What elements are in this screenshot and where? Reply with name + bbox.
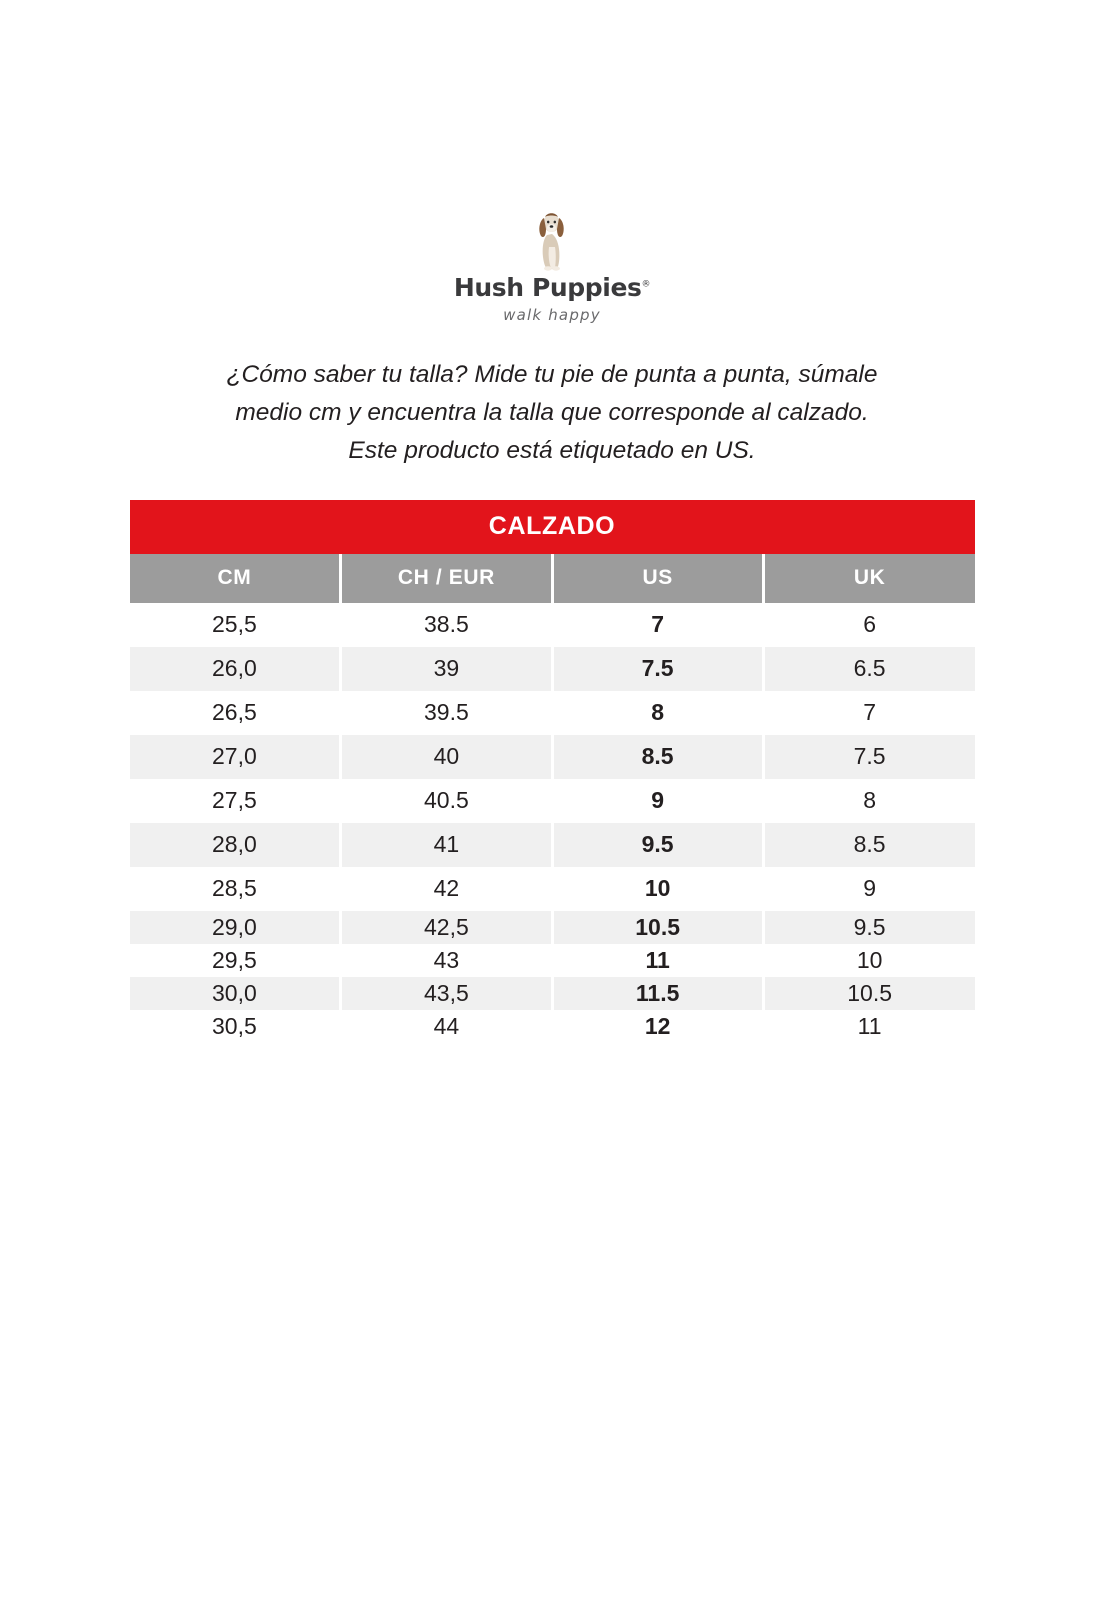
- table-row: [130, 1010, 975, 1043]
- brand-tagline: walk happy: [503, 306, 601, 324]
- cell-ch-eur: 44: [341, 1010, 552, 1043]
- cell-cm: 27,5: [130, 779, 341, 823]
- cell-us: 9: [552, 779, 763, 823]
- column-header-ch-eur: CH / EUR: [341, 554, 552, 603]
- cell-cm: 29,5: [130, 944, 341, 977]
- table-row: [130, 823, 975, 867]
- cell-us: 11: [552, 944, 763, 977]
- trademark-symbol: ®: [641, 279, 651, 290]
- cell-uk: 10.5: [763, 977, 974, 1010]
- cell-uk: 10: [856, 947, 883, 973]
- cell-ch-eur: 43,5: [341, 977, 552, 1010]
- cell-us: 7.5: [552, 647, 763, 691]
- cell-ch-eur: 41: [341, 823, 552, 867]
- brand-logo: [0, 0, 1104, 324]
- cell-us: 9.5: [552, 823, 763, 867]
- cell-us: 8.5: [552, 735, 763, 779]
- cell-ch-eur: 42,5: [341, 911, 552, 944]
- table-row: [130, 944, 975, 977]
- table-row: [130, 603, 975, 647]
- cell-uk: 7.5: [763, 735, 974, 779]
- table-row: [130, 735, 975, 779]
- column-header-uk: UK: [763, 554, 974, 603]
- cell-ch-eur: 40: [341, 735, 552, 779]
- basset-hound-dog-icon: [534, 205, 570, 271]
- cell-us: 10.5: [552, 911, 763, 944]
- cell-us: 7: [552, 603, 763, 647]
- cell-ch-eur: 40.5: [341, 779, 552, 823]
- table-header-row: [130, 554, 975, 603]
- cell-cm: 29,0: [130, 911, 341, 944]
- cell-uk: 8: [863, 787, 877, 813]
- cell-ch-eur: 42: [341, 867, 552, 911]
- cell-ch-eur: 38.5: [341, 603, 552, 647]
- cell-cm: 26,0: [130, 647, 341, 691]
- cell-us: 10: [552, 867, 763, 911]
- cell-uk: 7: [863, 699, 877, 725]
- table-row: [130, 691, 975, 735]
- cell-cm: 28,0: [130, 823, 341, 867]
- table-row: [130, 867, 975, 911]
- intro-line-2: medio cm y encuentra la talla que corresponde al calzado.: [235, 399, 869, 426]
- size-table: [130, 500, 975, 1043]
- table-row: [130, 647, 975, 691]
- size-table-wrapper: [130, 500, 975, 1043]
- cell-cm: 30,5: [130, 1010, 341, 1043]
- table-row: [130, 911, 975, 944]
- intro-line-1: ¿Cómo saber tu talla? Mide tu pie de punta a punta, súmale: [226, 361, 878, 388]
- table-row: [130, 779, 975, 823]
- cell-us: 8: [552, 691, 763, 735]
- cell-uk: 9: [863, 875, 877, 901]
- intro-paragraph: [152, 356, 952, 470]
- cell-ch-eur: 43: [341, 944, 552, 977]
- table-row: [130, 977, 975, 1010]
- cell-uk: 9.5: [763, 911, 974, 944]
- cell-cm: 25,5: [130, 603, 341, 647]
- cell-uk: 6: [863, 611, 877, 637]
- cell-ch-eur: 39: [341, 647, 552, 691]
- cell-cm: 26,5: [130, 691, 341, 735]
- intro-line-3: Este producto está etiquetado en US.: [348, 437, 756, 464]
- cell-uk: 6.5: [763, 647, 974, 691]
- cell-cm: 28,5: [130, 867, 341, 911]
- cell-cm: 27,0: [130, 735, 341, 779]
- cell-cm: 30,0: [130, 977, 341, 1010]
- brand-wordmark: [0, 275, 1104, 300]
- column-header-us: US: [552, 554, 763, 603]
- cell-uk: 11: [857, 1013, 882, 1039]
- cell-us: 11.5: [552, 977, 763, 1010]
- column-header-cm: CM: [130, 554, 341, 603]
- cell-us: 12: [552, 1010, 763, 1043]
- brand-name: Hush Puppies: [453, 273, 642, 302]
- cell-ch-eur: 39.5: [341, 691, 552, 735]
- cell-uk: 8.5: [763, 823, 974, 867]
- table-title: CALZADO: [130, 500, 975, 554]
